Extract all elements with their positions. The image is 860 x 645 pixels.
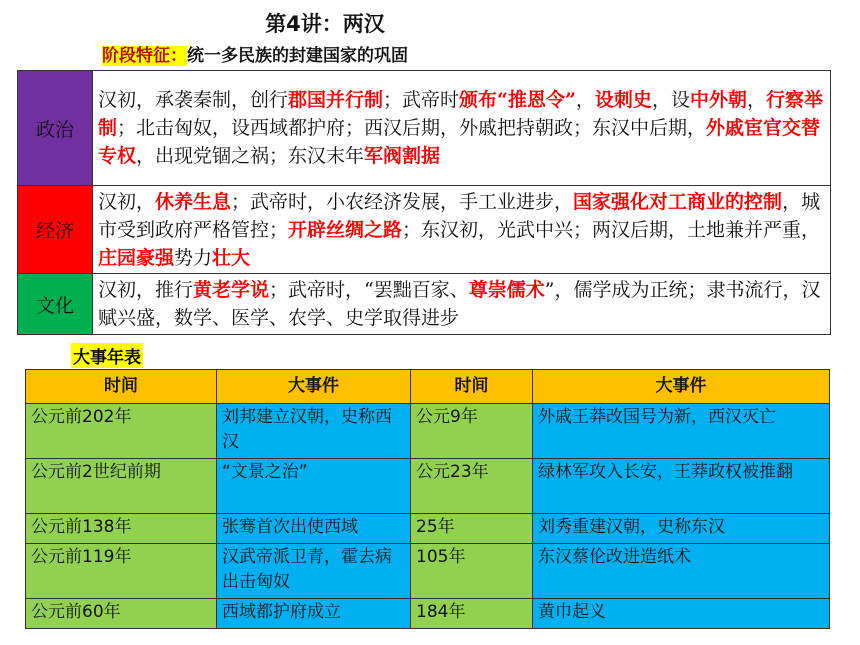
event-cell: 绿林军攻入长安，王莽政权被推翻 (533, 459, 830, 514)
time-cell: 公元前119年 (26, 544, 217, 599)
key-term: 壮大 (212, 246, 251, 269)
key-term: 中外朝 (689, 89, 747, 111)
key-term: 郡国并行制 (288, 89, 384, 111)
text-run: ；北击匈奴，设西域都护府；西汉后期，外戚把持朝政；东汉中后期， (117, 117, 707, 139)
feature-text (93, 274, 831, 335)
text-run: 汉初，承袭秦制，创行 (98, 89, 289, 111)
event-cell: 汉武帝派卫青，霍去病出击匈奴 (217, 544, 411, 599)
time-cell: 105年 (411, 544, 533, 599)
text-run: ；武帝时，“罢黜百家、 (269, 279, 469, 301)
key-term: 军阀割据 (364, 145, 441, 167)
header-event: 大事件 (217, 370, 411, 404)
time-cell: 公元前2世纪前期 (26, 459, 217, 514)
text-run: 汉初， (98, 190, 156, 213)
time-cell: 公元9年 (411, 404, 533, 459)
category-cell: 文化 (18, 274, 93, 335)
key-term: 开辟丝绸之路 (288, 218, 403, 241)
feature-row-politics (18, 71, 831, 186)
table-row (26, 404, 830, 459)
event-cell: 东汉蔡伦改进造纸术 (533, 544, 830, 599)
timeline-header-row (26, 370, 830, 404)
page-title: 第4讲：两汉 (265, 12, 385, 36)
event-cell: “文景之治” (217, 459, 411, 514)
stage-feature-text: 统一多民族的封建国家的巩固 (187, 46, 408, 66)
header-time: 时间 (411, 370, 533, 404)
table-row (26, 599, 830, 629)
time-cell: 公元23年 (411, 459, 533, 514)
text-run: ；武帝时，小农经济发展，手工业进步， (231, 190, 574, 213)
table-row (26, 514, 830, 544)
key-term: 国家强化对工商业的控制 (573, 190, 783, 213)
text-run: ， (575, 89, 595, 111)
text-run: ， (746, 89, 766, 111)
text-run: 汉初，推行 (98, 279, 194, 301)
stage-feature (102, 41, 408, 66)
key-term: 尊崇儒术 (468, 279, 545, 301)
feature-table (17, 70, 831, 335)
key-term: 设刺史 (594, 89, 652, 111)
text-run: ，城市受到政府严格管控； (98, 190, 821, 241)
time-cell: 25年 (411, 514, 533, 544)
key-term: 行察举制 (98, 89, 823, 139)
text-run: ；东汉初，光武中兴；两汉后期，土地兼并严重， (402, 218, 821, 241)
key-term: 颁布“推恩令” (459, 89, 576, 111)
event-cell: 张骞首次出使西域 (217, 514, 411, 544)
timeline-table (25, 369, 830, 629)
table-row (26, 544, 830, 599)
text-run: 势力 (174, 246, 213, 269)
key-term: 休养生息 (155, 190, 232, 213)
time-cell: 184年 (411, 599, 533, 629)
event-cell: 刘秀重建汉朝，史称东汉 (533, 514, 830, 544)
text-run: ，设 (651, 89, 690, 111)
key-term: 庄园豪强 (98, 246, 175, 269)
key-term: 外戚宦官交替专权 (98, 117, 821, 167)
time-cell: 公元前138年 (26, 514, 217, 544)
timeline-heading: 大事年表 (71, 343, 143, 368)
event-cell: 西域都护府成立 (217, 599, 411, 629)
text-run: ；武帝时 (383, 89, 460, 111)
feature-row-culture (18, 274, 831, 335)
header-event: 大事件 (533, 370, 830, 404)
stage-feature-label: 阶段特征： (102, 46, 187, 66)
event-cell: 外戚王莽改国号为新，西汉灭亡 (533, 404, 830, 459)
feature-text (93, 186, 831, 274)
feature-text (93, 71, 831, 186)
category-cell: 经济 (18, 186, 93, 274)
event-cell: 黄巾起义 (533, 599, 830, 629)
header-time: 时间 (26, 370, 217, 404)
table-row (26, 459, 830, 514)
category-cell: 政治 (18, 71, 93, 186)
text-run: ，出现党锢之祸；东汉末年 (136, 145, 365, 167)
text-run: ”，儒学成为正统；隶书流行，汉赋兴盛，数学、医学、农学、史学取得进步 (98, 279, 821, 329)
key-term: 黄老学说 (193, 279, 270, 301)
time-cell: 公元前202年 (26, 404, 217, 459)
time-cell: 公元前60年 (26, 599, 217, 629)
event-cell: 刘邦建立汉朝，史称西汉 (217, 404, 411, 459)
feature-row-economy (18, 186, 831, 274)
